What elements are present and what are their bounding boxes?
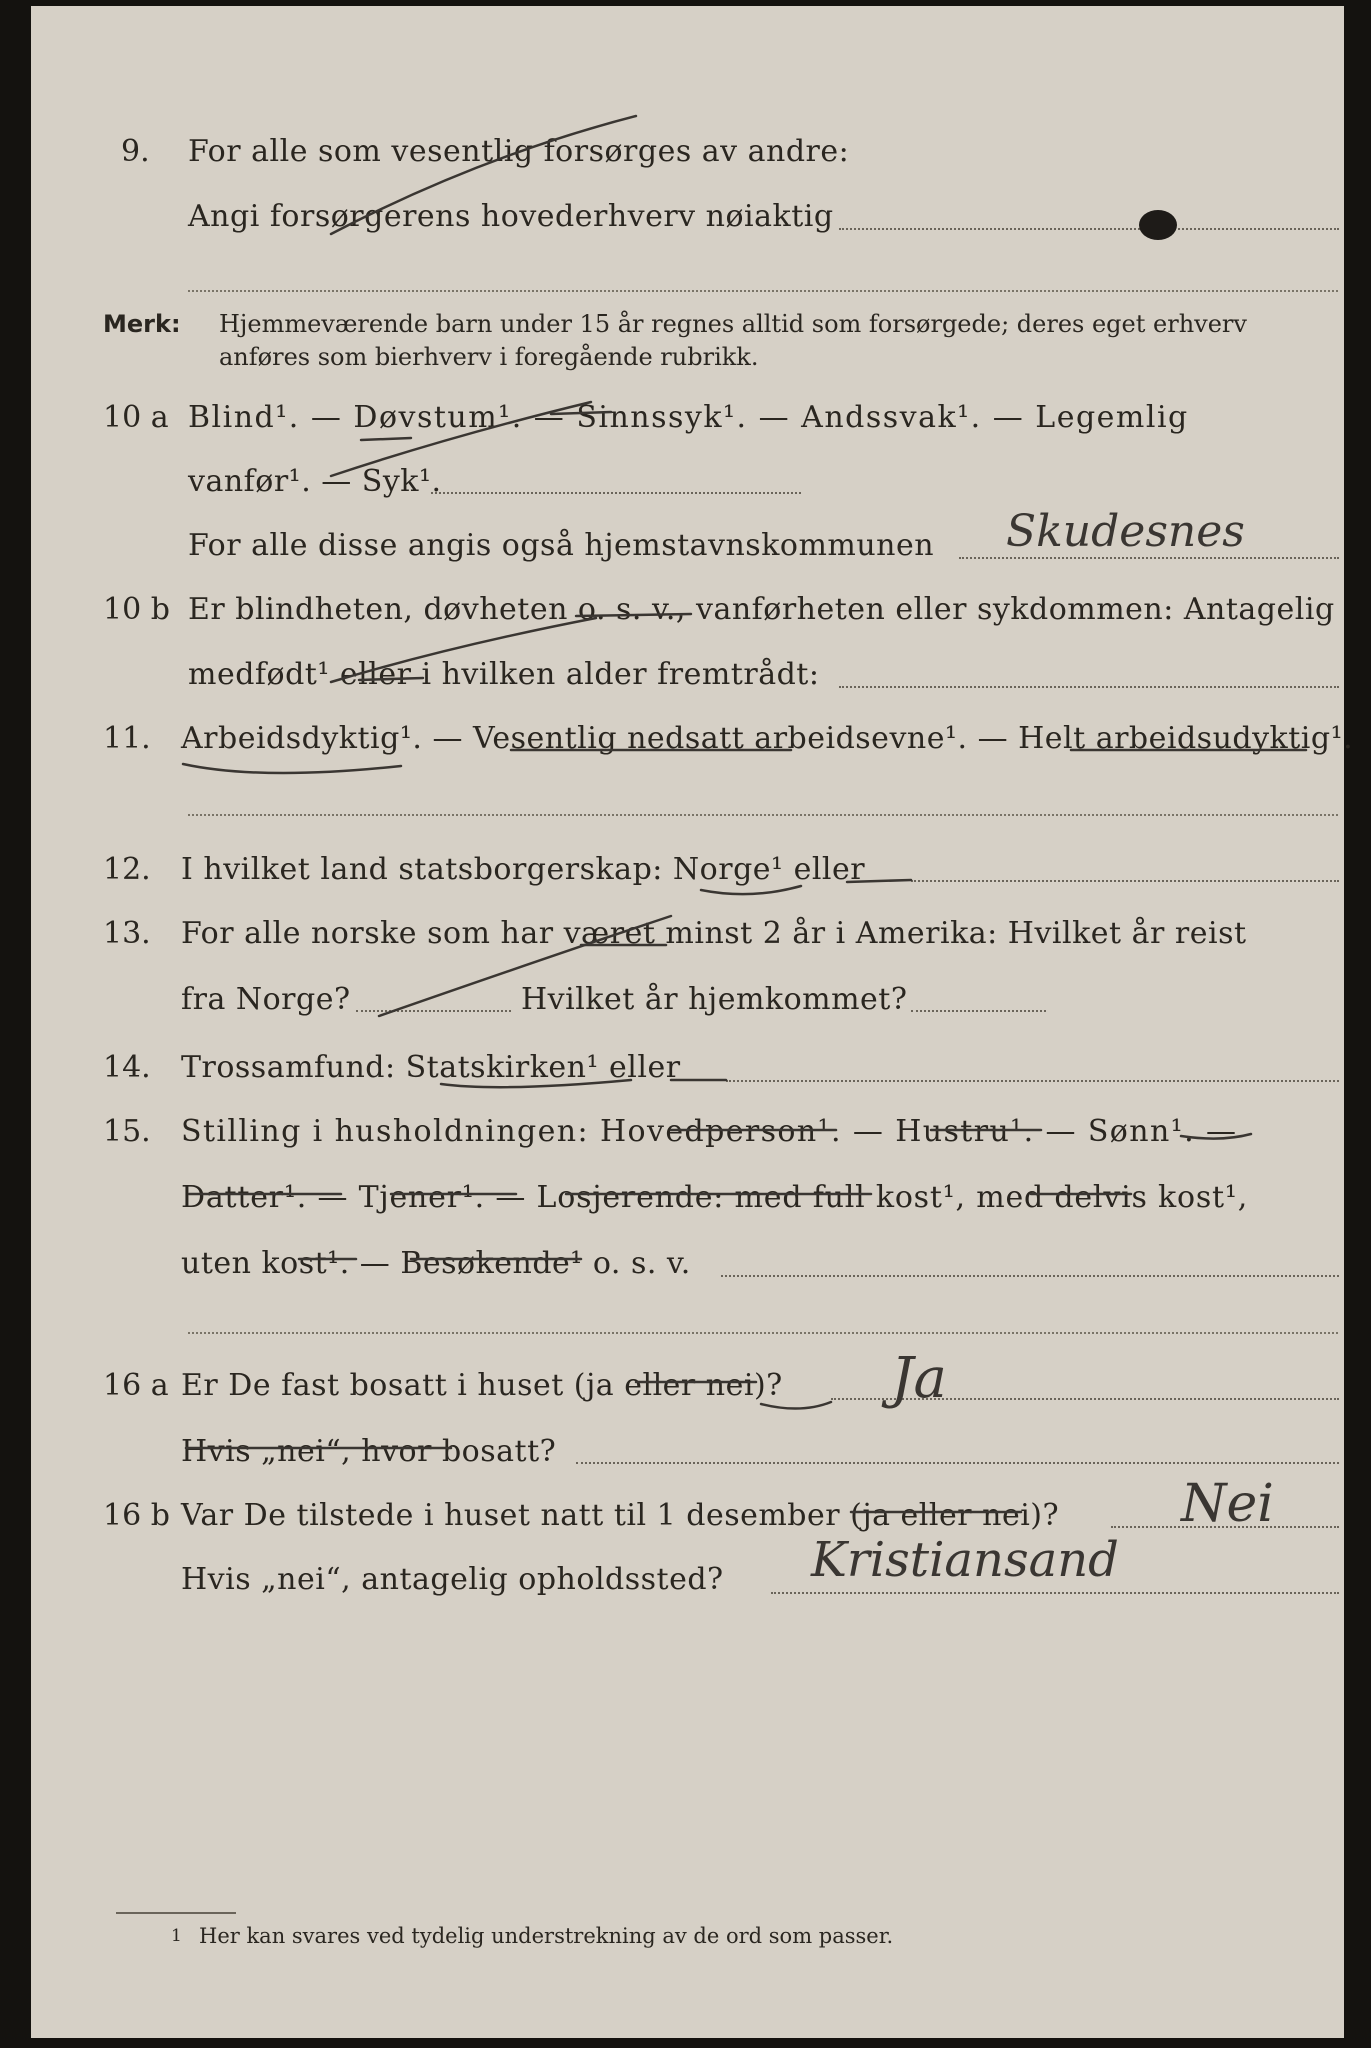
q15-line1: Stilling i husholdningen: Hovedperson¹. — Hustru¹. — Sønn¹. — [181, 1114, 1238, 1149]
q9-line1: For alle som vesentlig forsørges av andre: [188, 134, 850, 169]
q16b-line1: Var De tilstede i huset natt til 1 desember (ja eller nei)? [181, 1498, 1060, 1533]
q10b-line1: Er blindheten, døvheten o. s. v., vanførheten eller sykdommen: Antagelig [188, 592, 1335, 627]
census-form-page [31, 6, 1354, 2038]
q16a-line1: Er De fast bosatt i huset (ja eller nei)? [181, 1368, 783, 1403]
q10b-number: 10 b [103, 592, 170, 627]
q16b-line2: Hvis „nei“, antagelig opholdssted? [181, 1562, 724, 1597]
q10b-line2: medfødt¹ eller i hvilken alder fremtrådt: [188, 657, 820, 692]
q10a-line1: Blind¹. — Døvstum¹. — Sinnssyk¹. — Andssvak¹. — Legemlig [188, 400, 1189, 435]
merk-label: Merk: [103, 310, 181, 338]
footnote-mark: 1 [171, 1926, 182, 1946]
q15-number: 15. [103, 1114, 151, 1149]
q14-number: 14. [103, 1050, 151, 1085]
q13-line1: For alle norske som har været minst 2 år i Amerika: Hvilket år reist [181, 916, 1247, 951]
q14-text: Trossamfund: Statskirken¹ eller [181, 1050, 681, 1085]
q13-line2b: Hvilket år hjemkommet? [521, 982, 908, 1017]
pen-strokes [31, 6, 1344, 2038]
q9-number: 9. [121, 134, 150, 169]
q10a-line2: vanfør¹. — Syk¹. [188, 464, 442, 499]
q13-line2a: fra Norge? [181, 982, 351, 1017]
q11-text: Arbeidsdyktig¹. — Vesentlig nedsatt arbeidsevne¹. — Helt arbeidsudyktig¹. [181, 721, 1354, 756]
q16a-number: 16 a [103, 1368, 169, 1403]
q16a-answer-handwritten: Ja [891, 1346, 947, 1411]
q9-line2: Angi forsørgerens hovederhverv nøiaktig [188, 199, 834, 234]
q16b-answer-handwritten: Nei [1181, 1474, 1274, 1534]
q16b-number: 16 b [103, 1498, 170, 1533]
merk-line2: anføres som bierhverv i foregående rubrikk. [219, 343, 759, 371]
q13-number: 13. [103, 916, 151, 951]
q16b-place-handwritten: Kristiansand [811, 1532, 1119, 1588]
q12-text: I hvilket land statsborgerskap: Norge¹ eller [181, 852, 866, 887]
q10a-kommune-handwritten: Skudesnes [1006, 506, 1245, 557]
q15-line3: uten kost¹. — Besøkende¹ o. s. v. [181, 1246, 691, 1281]
q15-line2: Datter¹. — Tjener¹. — Losjerende: med full kost¹, med delvis kost¹, [181, 1180, 1249, 1215]
q12-number: 12. [103, 852, 151, 887]
merk-line1: Hjemmeværende barn under 15 år regnes alltid som forsørgede; deres eget erhverv [219, 310, 1247, 338]
q11-number: 11. [103, 721, 151, 756]
q10a-line3: For alle disse angis også hjemstavnskommunen [188, 528, 935, 563]
footnote-text: Her kan svares ved tydelig understrekning av de ord som passer. [199, 1924, 894, 1948]
q16a-line2: Hvis „nei“, hvor bosatt? [181, 1434, 557, 1469]
q10a-number: 10 a [103, 400, 169, 435]
